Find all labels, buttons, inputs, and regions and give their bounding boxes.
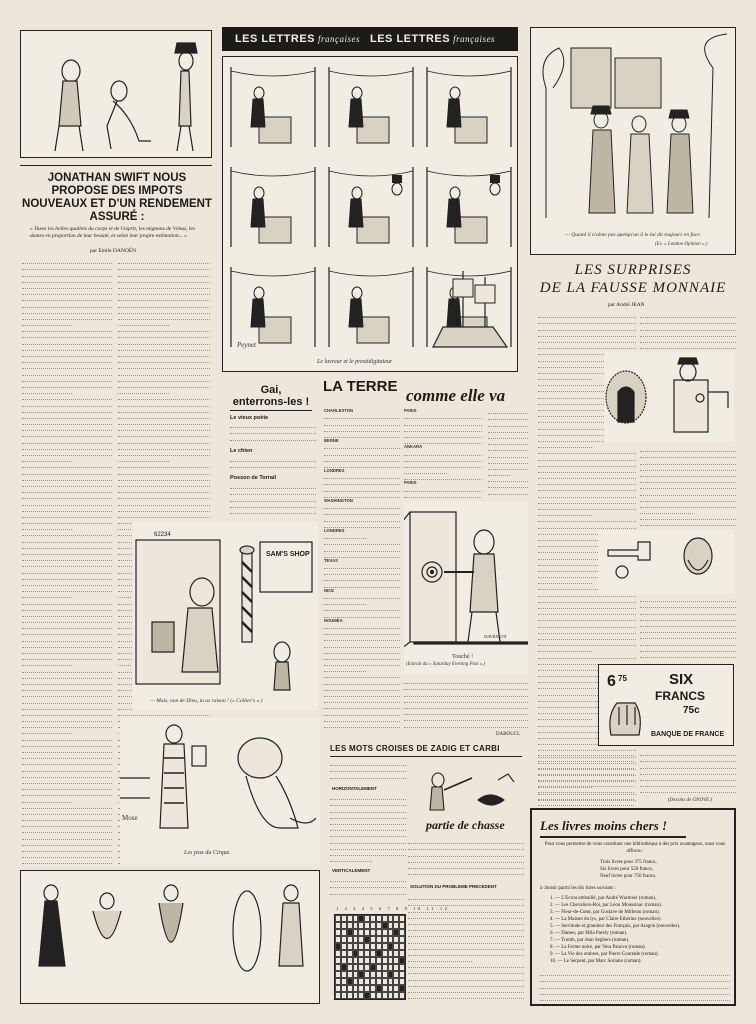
washerwoman-head	[254, 287, 264, 299]
banknote-francs: FRANCS	[655, 689, 705, 703]
gai-sub-3: Posson de Torrail	[230, 475, 277, 481]
door-signature: DAVERSON	[484, 634, 507, 639]
magician-head	[392, 183, 402, 195]
livres-item: 1. — L'Ecrou embaillé, par André Wurmser (roman).	[550, 896, 657, 901]
ship-sail	[453, 279, 473, 297]
mots-rule	[330, 756, 522, 757]
text-line	[324, 728, 400, 732]
washerwoman-body	[251, 299, 265, 327]
gai-text-2	[230, 456, 316, 468]
door-source: (Extrait du « Saturday Evening Post ».)	[406, 662, 486, 667]
cartoon-lavandieres	[222, 56, 518, 372]
clothesline	[231, 271, 315, 276]
barber-shop-sign: SAM'S SHOP	[266, 551, 310, 558]
livres-footer	[540, 970, 730, 1004]
text-line	[640, 658, 693, 662]
clothesline	[427, 271, 511, 276]
washerwoman-body	[349, 299, 363, 327]
terre-column-3	[488, 408, 528, 500]
clothesline	[329, 271, 413, 276]
washerwoman-head	[254, 87, 264, 99]
cartoon-door	[404, 502, 528, 674]
livres-offer-3: Neuf livres pour 750 francs.	[600, 874, 657, 879]
mots-title: LES MOTS CROISES DE ZADIG ET CARBI	[330, 744, 500, 753]
washerwoman-body	[349, 99, 363, 127]
cartoon-lavandieres-drawing	[223, 57, 517, 357]
ship-hull	[433, 327, 507, 347]
cartoon-fashion-drawing	[21, 871, 319, 1003]
cartoon-fashion	[20, 870, 320, 1004]
clothesline	[231, 71, 315, 76]
text-line: LONDRES	[324, 527, 345, 533]
lavandieres-signature: Peynet	[237, 341, 257, 349]
text-line: NICE	[324, 587, 335, 593]
livres-choose: à choisir parmi les dix titres suivants :	[540, 886, 616, 891]
gai-rule	[230, 410, 312, 411]
cartoon-door-drawing	[404, 502, 528, 652]
crossword-cell	[399, 978, 405, 985]
ship-sail	[475, 285, 495, 303]
banner-title-2: LES LETTRES	[370, 33, 451, 45]
mots-solution-text	[408, 894, 524, 1004]
mots-horiz-text	[330, 794, 406, 866]
text-line	[404, 498, 482, 500]
banknote-cents: 75c	[683, 705, 700, 716]
face-to-face-source: (Ev. « London Opinion ».)	[655, 242, 708, 247]
barber-caption: — Mais, non de Dieu, tu as raison ! (« Collier's ».)	[150, 698, 263, 704]
washerwoman-body	[447, 199, 461, 227]
text-line	[540, 1001, 730, 1004]
cartoon-face-to-face	[530, 27, 736, 255]
livres-item: 3. — Fleur-de-Cœur, par Gustave de Mirbeau (roman).	[550, 910, 660, 915]
livres-offer-2: Six livres pour 550 francs,	[600, 867, 653, 872]
livres-item: 10. — Le Serpent, par Marc Soriano (roman).	[550, 959, 642, 964]
banknote-ad	[598, 664, 734, 746]
washerwoman-head	[352, 87, 362, 99]
text-line: BERNE	[324, 437, 339, 443]
crossword-cell	[399, 943, 405, 950]
washerwoman-body	[447, 99, 461, 127]
livres-item: 8. — La Ferme noire, par Vera Panova (roman).	[550, 945, 646, 950]
mots-intro	[330, 760, 406, 784]
surprises-column-bottom-left	[538, 750, 634, 806]
text-line	[230, 462, 316, 468]
washerwoman-body	[349, 199, 363, 227]
banknote-hand-icon	[605, 695, 645, 741]
lavandieres-caption: Le lavreur et le prestidigitateur	[317, 359, 393, 365]
clothesline	[427, 71, 511, 76]
crossword-cell	[399, 922, 405, 929]
mots-drawing-caption: partie de chasse	[426, 818, 505, 832]
cartoon-safe	[604, 352, 734, 442]
cartoon-face-to-face-drawing	[531, 28, 735, 228]
gai-text-1	[230, 422, 316, 442]
text-line	[22, 858, 112, 864]
crossword-cell	[399, 992, 405, 999]
cirque-signature: Mose	[122, 814, 138, 822]
cirque-caption: Les jeux du Cirque.	[184, 850, 231, 856]
crossword-cell	[399, 964, 405, 971]
text-line: PARIS	[404, 480, 417, 486]
face-to-face-caption: — Quand il n'aime pas quelqu'un il le lui dit toujours en face.	[565, 232, 702, 238]
banner-title-1: LES LETTRES	[234, 33, 315, 45]
surprises-title-1: LES SURPRISES	[574, 262, 692, 278]
gai-text-3	[230, 483, 316, 519]
text-line	[640, 793, 736, 796]
mots-right-text	[408, 838, 524, 880]
livres-item: 2. — Les Chevaliers-Roi, par Léon Moussinac (roman).	[550, 903, 662, 908]
terre-title-2: comme elle va	[406, 386, 506, 405]
text-line	[230, 514, 316, 519]
swift-byline: par Emile DANOËN	[90, 248, 137, 254]
cartoon-kiss-hand	[20, 30, 212, 158]
crossword-cell	[399, 957, 405, 964]
surprises-column-right-3	[640, 596, 736, 662]
surprises-byline: par André JEAN	[608, 302, 645, 308]
livres-item: 6. — Dames, par Mila Parely (roman).	[550, 931, 628, 936]
mots-drawing	[408, 760, 524, 834]
washerwoman-head	[352, 287, 362, 299]
magician-hat	[392, 175, 402, 183]
gai-title-1: Gai,	[260, 384, 282, 396]
crossword-cell	[399, 929, 405, 936]
gai-title-2: enterrons-les !	[232, 396, 310, 408]
mots-horiz-1: HORIZONTALEMENT	[332, 786, 377, 791]
terre-column-1	[324, 408, 400, 732]
clothesline	[329, 71, 413, 76]
gnove-credit: (Dessins de GNOVE.)	[668, 798, 713, 803]
washerwoman-head	[450, 187, 460, 199]
cartoon-cirque-drawing	[120, 718, 320, 846]
clothesline	[231, 171, 315, 176]
terre-column-4	[404, 678, 528, 732]
text-line: WASHINGTON	[324, 497, 353, 503]
washerwoman-head	[450, 87, 460, 99]
magician-head	[490, 183, 500, 195]
surprises-column-bottom-right	[640, 750, 736, 796]
gai-sub-2: Le chien	[230, 448, 253, 454]
crossword-cell	[399, 950, 405, 957]
mots-vert-1: VERTICALEMENT	[332, 868, 371, 873]
text-line	[330, 779, 406, 784]
mots-grid-numbers: 1 2 3 4 5 6 7 8 9 10 11 12	[336, 906, 450, 911]
washerwoman-body	[251, 99, 265, 127]
banner-italic-2: françaises	[453, 34, 496, 44]
cartoon-safe-drawing	[604, 352, 734, 442]
mots-vert-text	[330, 876, 406, 896]
banner-italic-1: françaises	[318, 34, 360, 44]
crossword-cell	[399, 985, 405, 992]
banknote-bank: BANQUE DE FRANCE	[651, 731, 725, 738]
livres-ad-box	[530, 808, 736, 1006]
gai-sub-1: Le vieux poète	[230, 415, 269, 421]
mots-hunt-drawing	[408, 760, 524, 822]
text-line	[408, 999, 524, 1004]
surprises-title-2: DE LA FAUSSE MONNAIE	[539, 280, 727, 296]
barber-number: 62234	[154, 532, 171, 538]
washerwoman-head	[352, 187, 362, 199]
mots-solution-title: SOLUTION DU PROBLEME PRECEDENT	[410, 884, 497, 889]
washerwoman-body	[251, 199, 265, 227]
mots-grid	[334, 914, 406, 1000]
cartoon-barber	[132, 522, 318, 710]
magician-hat	[490, 175, 500, 183]
washerwoman-head	[254, 187, 264, 199]
text-line: NOUMÉA	[324, 617, 343, 623]
livres-title-rule	[540, 836, 686, 838]
swift-headline: JONATHAN SWIFT NOUS PROPOSE DES IMPOTS NOUVEAUX ET D'UN RENDEMENT ASSURÉ :	[22, 172, 212, 223]
text-line	[488, 495, 528, 500]
text-line: PARIS	[404, 408, 417, 413]
les-lettres-banner	[222, 27, 518, 51]
livres-item: 9. — La Vie des ombres, par Pierre Courtade (roman).	[550, 952, 659, 957]
surprises-column-right-2	[640, 446, 736, 532]
crossword-cell	[399, 971, 405, 978]
text-line: ANKARA	[404, 444, 423, 450]
washerwoman-body	[447, 299, 461, 327]
swift-column-left	[22, 258, 112, 864]
banknote-price-small: 75	[618, 674, 627, 683]
text-line: CHARLESTON	[324, 408, 354, 413]
livres-item: 5. — Servitude et grandeur des Français, par Aragon (nouvelles).	[550, 924, 681, 929]
livres-offer-1: Trois livres pour 375 francs,	[600, 860, 657, 865]
surprises-column-right	[640, 312, 736, 352]
cartoon-barber-drawing	[132, 522, 318, 694]
text-line	[230, 434, 316, 440]
terre-column-2	[404, 408, 482, 500]
cartoon-faucet	[598, 530, 734, 594]
cartoon-faucet-drawing	[598, 530, 734, 594]
livres-intro: Pour vous permettre de vous constituer une bibliothèque à des prix avantageux, nous vous offrons :	[544, 842, 726, 854]
banknote-six: SIX	[669, 671, 694, 688]
livres-list	[550, 895, 734, 965]
cartoon-cirque	[120, 718, 320, 864]
text-line: LONDRES	[324, 467, 345, 473]
text-line	[408, 875, 524, 880]
text-line	[330, 888, 406, 894]
terre-signoff: DABOUCL	[496, 732, 521, 737]
swift-quote: « Taxes les belles qualités du corps et de l'esprit, les mignons de Vénus, les dames en proportion de leur beauté, et selon leur propre estimation... »	[30, 226, 196, 239]
cartoon-kiss-hand-drawing	[21, 31, 211, 157]
terre-title-1: LA TERRE	[323, 378, 398, 395]
livres-item: 4. — La Maison du lys, par Claire Ethérine (nouvelles).	[550, 917, 662, 922]
livres-title: Les livres moins chers !	[540, 818, 668, 833]
text-line	[330, 862, 406, 866]
door-caption: Touché !	[452, 654, 474, 660]
crossword-cell	[399, 936, 405, 943]
banknote-price-big: 6	[607, 673, 616, 690]
crossword-cell	[399, 915, 405, 922]
text-line: TEXAS	[324, 557, 338, 563]
livres-item: 7. — Tromb, par Jean Seghers (roman).	[550, 938, 630, 943]
